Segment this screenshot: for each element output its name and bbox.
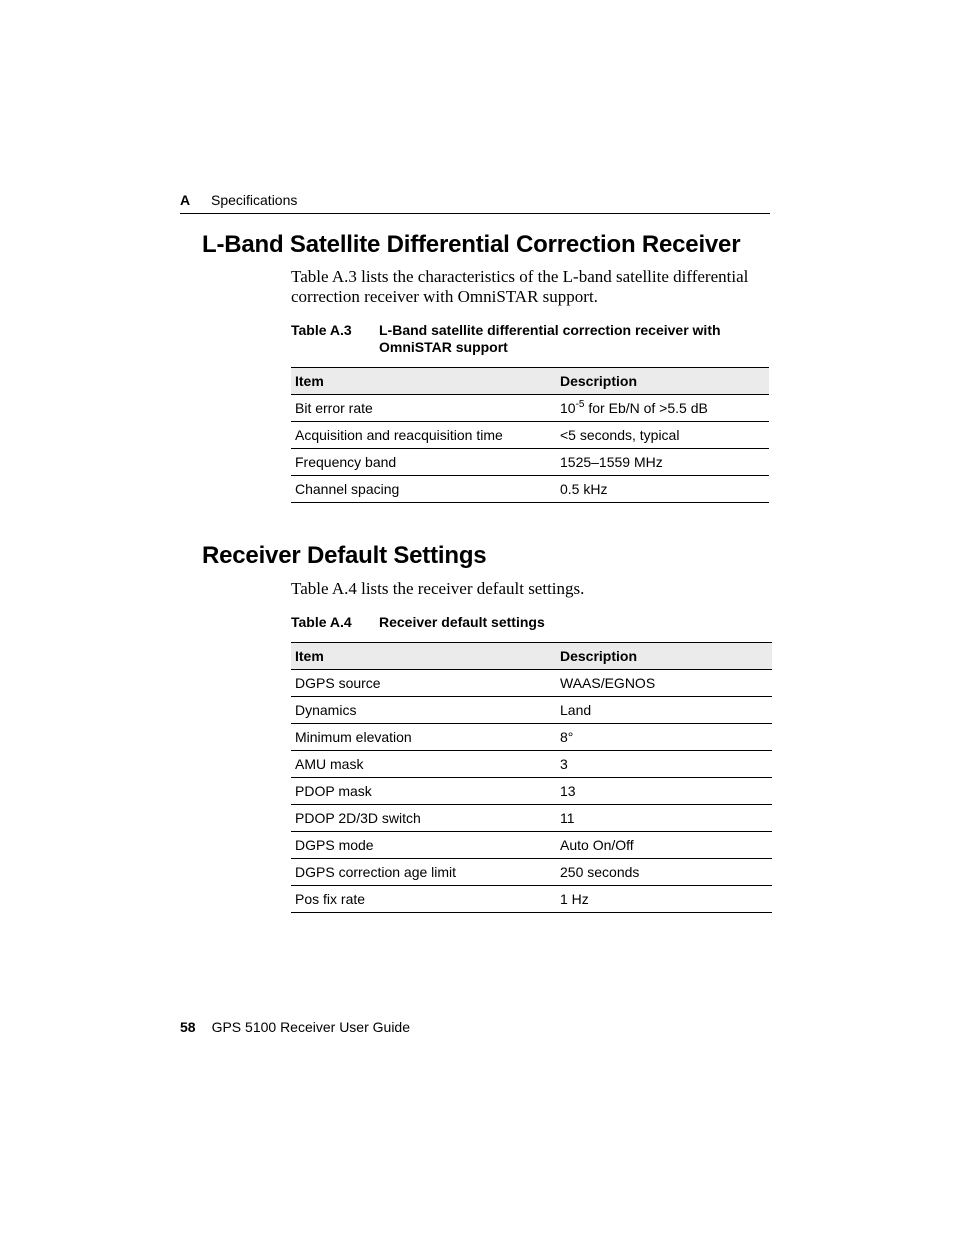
table-row (291, 805, 772, 832)
section-heading-defaults: Receiver Default Settings (202, 542, 487, 569)
row-description: 13 (556, 778, 772, 805)
table-row (291, 832, 772, 859)
row-item: Channel spacing (291, 476, 556, 503)
spec-table-a3 (291, 367, 769, 503)
table-row (291, 422, 769, 449)
row-item: PDOP 2D/3D switch (291, 805, 556, 832)
row-item: AMU mask (291, 751, 556, 778)
row-description: WAAS/EGNOS (556, 670, 772, 697)
row-item: Dynamics (291, 697, 556, 724)
section-heading-lband: L-Band Satellite Differential Correction Receiver (202, 231, 741, 258)
row-item: Frequency band (291, 449, 556, 476)
row-description: 250 seconds (556, 859, 772, 886)
table-row (291, 395, 769, 422)
row-description: 8° (556, 724, 772, 751)
page-footer (180, 1019, 410, 1035)
table-row (291, 476, 769, 503)
table-number: Table A.3 (291, 322, 352, 338)
row-description: 3 (556, 751, 772, 778)
row-item: Acquisition and reacquisition time (291, 422, 556, 449)
column-header-item: Item (291, 643, 556, 670)
row-item: Bit error rate (291, 395, 556, 422)
row-description: 1 Hz (556, 886, 772, 913)
value-rest: for Eb/N of >5.5 dB (584, 400, 708, 416)
table-caption-a3 (291, 322, 771, 358)
column-header-description: Description (556, 643, 772, 670)
table-row (291, 724, 772, 751)
table-caption-a4 (291, 614, 771, 632)
row-description: Auto On/Off (556, 832, 772, 859)
table-number: Table A.4 (291, 614, 352, 630)
row-description: Land (556, 697, 772, 724)
document-title: GPS 5100 Receiver User Guide (211, 1019, 411, 1035)
table-title: L-Band satellite differential correction receiver with OmniSTAR support (379, 322, 721, 355)
section-paragraph-lband: Table A.3 lists the characteristics of the L-band satellite differential correction receiver with OmniSTAR support. (291, 267, 749, 306)
row-item: Pos fix rate (291, 886, 556, 913)
row-description: <5 seconds, typical (556, 422, 769, 449)
row-item: DGPS correction age limit (291, 859, 556, 886)
page-number: 58 (180, 1019, 196, 1035)
row-item: Minimum elevation (291, 724, 556, 751)
chapter-title: Specifications (211, 192, 298, 208)
table-row (291, 886, 772, 913)
value-exponent: -5 (575, 399, 585, 410)
row-description: 0.5 kHz (556, 476, 769, 503)
section-paragraph-defaults: Table A.4 lists the receiver default settings. (291, 579, 585, 598)
table-row (291, 449, 769, 476)
row-item: DGPS mode (291, 832, 556, 859)
column-header-description: Description (556, 368, 769, 395)
table-header-row (291, 368, 769, 395)
table-title: Receiver default settings (379, 614, 545, 630)
value-base: 10 (560, 400, 576, 416)
table-row (291, 751, 772, 778)
column-header-item: Item (291, 368, 556, 395)
row-item: DGPS source (291, 670, 556, 697)
chapter-letter: A (180, 192, 191, 208)
table-row (291, 859, 772, 886)
row-description: 11 (556, 805, 772, 832)
table-row (291, 697, 772, 724)
row-description: 1525–1559 MHz (556, 449, 769, 476)
row-description (556, 395, 769, 422)
table-header-row (291, 643, 772, 670)
row-item: PDOP mask (291, 778, 556, 805)
running-header (180, 191, 770, 214)
spec-table-a4 (291, 642, 772, 913)
table-row (291, 670, 772, 697)
table-row (291, 778, 772, 805)
